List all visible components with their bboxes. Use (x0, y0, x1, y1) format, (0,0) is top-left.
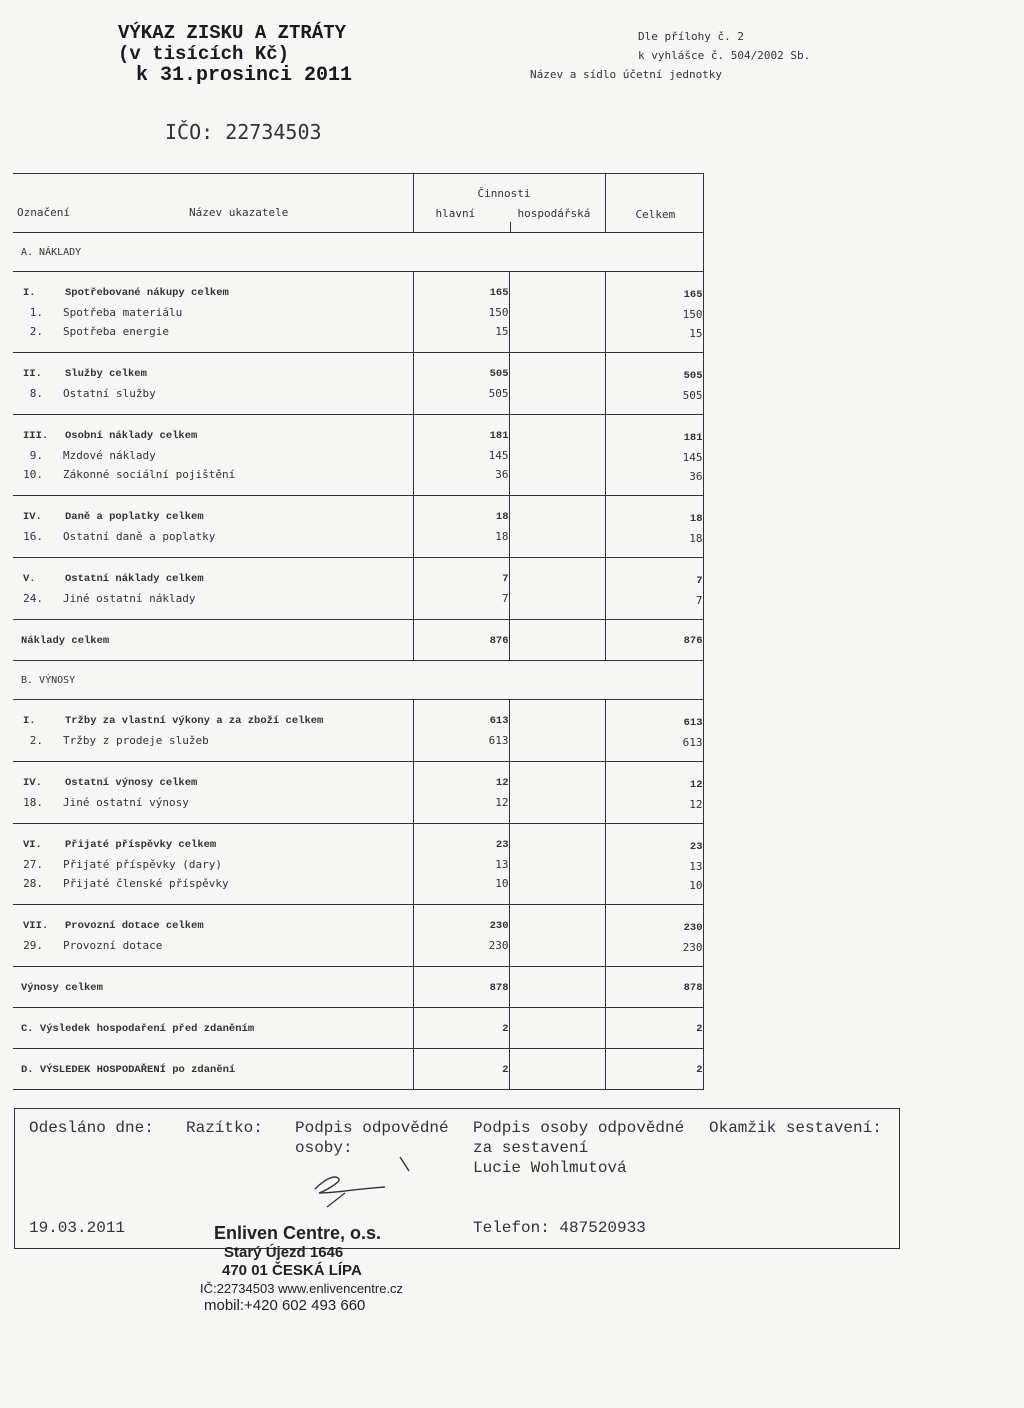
row-hlavni-value: 36 (495, 468, 509, 481)
vynosy-groups (13, 700, 703, 967)
row-hlavni-value: 230 (489, 920, 509, 932)
col-nazev: Název ukazatele (189, 206, 289, 219)
table-row-group (13, 415, 703, 496)
row-label: Spotřebované nákupy celkem (65, 287, 229, 299)
stamp-label: Razítko: (186, 1119, 263, 1137)
row-hlavni-value: 613 (489, 715, 509, 727)
result-after-tax-hlavni: 2 (502, 1064, 509, 1076)
row-hlavni-value: 12 (495, 796, 509, 809)
row-label: Mzdové náklady (63, 449, 156, 462)
row-label: Tržby z prodeje služeb (63, 734, 209, 747)
result-after-tax-row (13, 1049, 703, 1090)
row-code: 2. (29, 734, 43, 747)
row-celkem-value: 13 (689, 860, 703, 873)
row-label: Jiné ostatní výnosy (63, 796, 189, 809)
row-code: I. (23, 287, 36, 299)
row-celkem-value: 165 (683, 289, 703, 301)
table-row-label (13, 824, 413, 855)
row-celkem-value: 230 (682, 941, 703, 954)
preparer-name: Lucie Wohlmutová (473, 1159, 627, 1177)
table-row-group (13, 700, 703, 762)
row-celkem-value: 10 (689, 879, 703, 892)
row-label: Ostatní náklady celkem (65, 573, 204, 585)
decree-ref: k vyhlášce č. 504/2002 Sb. (638, 49, 811, 62)
naklady-total-hlavni: 876 (489, 635, 509, 647)
row-hlavni-value: 12 (495, 777, 509, 789)
row-label: Zákonné sociální pojištění (63, 468, 236, 481)
row-label: Provozní dotace (63, 939, 163, 952)
row-code: 29. (23, 939, 43, 952)
table-row-label (13, 303, 413, 322)
row-code: VI. (23, 839, 42, 851)
title-line-2: (v tisících Kč) (118, 43, 290, 65)
row-celkem-value: 613 (683, 717, 703, 729)
row-code: 24. (23, 592, 43, 605)
vynosy-total-celkem: 878 (683, 982, 703, 994)
table-row-label (13, 415, 413, 446)
row-code: 18. (23, 796, 43, 809)
table-row-label (13, 700, 413, 731)
result-before-tax-label: C. Výsledek hospodaření před zdaněním (21, 1023, 255, 1035)
table-row-label (13, 905, 413, 936)
result-after-tax-label: D. VÝSLEDEK HOSPODAŘENÍ po zdanění (21, 1064, 236, 1076)
row-label: Ostatní daně a poplatky (63, 530, 216, 543)
header-right (530, 27, 810, 84)
row-label: Ostatní výnosy celkem (65, 777, 198, 789)
row-hlavni-value: 505 (488, 387, 509, 400)
section-a-label: A. NÁKLADY (21, 247, 82, 258)
row-hlavni-value: 165 (489, 287, 509, 299)
row-code: 16. (23, 530, 43, 543)
naklady-total-row (13, 620, 703, 661)
row-label: Daně a poplatky celkem (65, 511, 204, 523)
row-hlavni-value: 150 (488, 306, 509, 319)
section-vynosy (13, 661, 703, 700)
row-hlavni-value: 181 (489, 430, 509, 442)
title-line-1: VÝKAZ ZISKU A ZTRÁTY (118, 22, 347, 44)
row-celkem-value: 12 (689, 798, 703, 811)
table-row-label (13, 793, 413, 821)
table-row-label (13, 353, 413, 384)
row-celkem-value: 613 (682, 736, 703, 749)
preparer-phone: Telefon: 487520933 (473, 1219, 646, 1237)
stamp-city: 470 01 ČESKÁ LÍPA (222, 1262, 362, 1279)
table-row-group (13, 824, 703, 905)
table-row-label (13, 322, 413, 350)
sent-date-label: Odesláno dne: (29, 1119, 154, 1137)
row-hlavni-value: 18 (495, 530, 509, 543)
naklady-groups (13, 272, 703, 620)
table-row-group (13, 762, 703, 824)
result-before-tax-row (13, 1008, 703, 1049)
result-before-tax-celkem: 2 (696, 1023, 703, 1035)
row-code: 8. (29, 387, 43, 400)
entity-name-label: Název a sídlo účetní jednotky (530, 68, 723, 81)
table-row-label (13, 496, 413, 527)
section-b-label: B. VÝNOSY (21, 675, 76, 686)
sent-date-value: 19.03.2011 (29, 1219, 126, 1237)
row-code: IV. (23, 511, 42, 523)
row-celkem-value: 36 (689, 470, 703, 483)
table-row-label (13, 384, 413, 412)
col-cinnosti: Činnosti (477, 187, 531, 200)
appendix-ref: Dle přílohy č. 2 (638, 30, 744, 43)
row-hlavni-value: 7 (502, 573, 509, 585)
naklady-total-label: Náklady celkem (21, 635, 110, 647)
profit-loss-table (13, 173, 704, 1090)
row-code: III. (23, 430, 49, 442)
row-code: IV. (23, 777, 42, 789)
row-code: II. (23, 368, 42, 380)
ico-number: IČO: 22734503 (165, 120, 322, 144)
row-label: Přijaté příspěvky (dary) (63, 858, 222, 871)
row-hlavni-value: 230 (488, 939, 509, 952)
row-celkem-value: 230 (683, 922, 703, 934)
col-oznaceni: Označení (17, 206, 70, 219)
company-stamp (200, 1223, 420, 1314)
col-hlavni: hlavní (435, 207, 476, 220)
table-row-label (13, 874, 413, 902)
naklady-total-celkem: 876 (683, 635, 703, 647)
table-header (13, 174, 703, 233)
table-row-group (13, 558, 703, 620)
row-hlavni-value: 505 (489, 368, 509, 380)
table-row-label (13, 558, 413, 589)
row-hlavni-value: 145 (488, 449, 509, 462)
vynosy-total-hlavni: 878 (489, 982, 509, 994)
row-celkem-value: 145 (682, 451, 703, 464)
table-row-label (13, 936, 413, 964)
row-hlavni-value: 10 (495, 877, 509, 890)
handwritten-signature (305, 1149, 425, 1209)
preparer-line2: za sestavení (473, 1139, 589, 1157)
report-title (118, 23, 352, 86)
compiled-time-label: Okamžik sestavení: (709, 1119, 882, 1137)
table-row-group (13, 905, 703, 967)
table-row-label (13, 589, 413, 617)
table-row-label (13, 446, 413, 465)
row-celkem-value: 150 (682, 308, 703, 321)
table-row-label (13, 272, 413, 303)
table-row-group (13, 496, 703, 558)
header-divider (510, 222, 511, 233)
row-hlavni-value: 13 (495, 858, 509, 871)
row-label: Tržby za vlastní výkony a za zboží celkem (65, 715, 324, 727)
vynosy-total-row (13, 967, 703, 1008)
preparer-line1: Podpis osoby odpovědné (473, 1119, 685, 1137)
title-line-3: k 31.prosinci 2011 (136, 64, 353, 87)
row-celkem-value: 505 (683, 370, 703, 382)
table-row-group (13, 272, 703, 353)
row-label: Ostatní služby (63, 387, 156, 400)
row-label: Přijaté členské příspěvky (63, 877, 229, 890)
row-celkem-value: 505 (682, 389, 703, 402)
row-celkem-value: 12 (689, 779, 703, 791)
row-code: 28. (23, 877, 43, 890)
signature-box (14, 1108, 900, 1249)
row-code: 2. (29, 325, 43, 338)
row-code: I. (23, 715, 36, 727)
stamp-ic-web: IČ:22734503 www.enlivencentre.cz (200, 1281, 404, 1296)
row-celkem-value: 18 (689, 532, 703, 545)
signature-responsible-line1: Podpis odpovědné (295, 1119, 449, 1137)
row-hlavni-value: 23 (495, 839, 509, 851)
row-celkem-value: 7 (696, 575, 703, 587)
row-code: 9. (29, 449, 43, 462)
row-celkem-value: 7 (695, 594, 703, 607)
result-after-tax-celkem: 2 (696, 1064, 703, 1076)
table-row-label (13, 731, 413, 759)
stamp-address: Starý Újezd 1646 (224, 1244, 344, 1261)
table-row-label (13, 855, 413, 874)
signature-responsible-line2: osoby: (295, 1139, 353, 1157)
row-celkem-value: 181 (683, 432, 703, 444)
table-row-label (13, 762, 413, 793)
result-before-tax-hlavni: 2 (502, 1023, 509, 1035)
row-hlavni-value: 613 (488, 734, 509, 747)
row-label: Jiné ostatní náklady (63, 592, 196, 605)
col-hospodarska: hospodářská (517, 207, 591, 220)
row-label: Služby celkem (65, 368, 147, 380)
col-celkem: Celkem (635, 208, 676, 221)
vynosy-total-label: Výnosy celkem (21, 982, 103, 994)
row-code: VII. (23, 920, 49, 932)
row-label: Spotřeba energie (63, 325, 169, 338)
section-naklady (13, 233, 703, 272)
stamp-company: Enliven Centre, o.s. (214, 1223, 382, 1243)
row-code: 10. (23, 468, 43, 481)
row-celkem-value: 23 (689, 841, 703, 853)
stamp-mobile: mobil:+420 602 493 660 (204, 1297, 366, 1314)
row-label: Provozní dotace celkem (65, 920, 204, 932)
row-code: 1. (29, 306, 43, 319)
row-celkem-value: 18 (689, 513, 703, 525)
row-label: Přijaté příspěvky celkem (65, 839, 217, 851)
row-hlavni-value: 15 (495, 325, 509, 338)
row-label: Osobní náklady celkem (65, 430, 198, 442)
row-label: Spotřeba materiálu (63, 306, 183, 319)
row-celkem-value: 15 (689, 327, 703, 340)
table-row-group (13, 353, 703, 415)
row-code: V. (23, 573, 36, 585)
table-row-label (13, 465, 413, 493)
table-row-label (13, 527, 413, 555)
row-hlavni-value: 7 (501, 592, 509, 605)
row-code: 27. (23, 858, 43, 871)
row-hlavni-value: 18 (495, 511, 509, 523)
